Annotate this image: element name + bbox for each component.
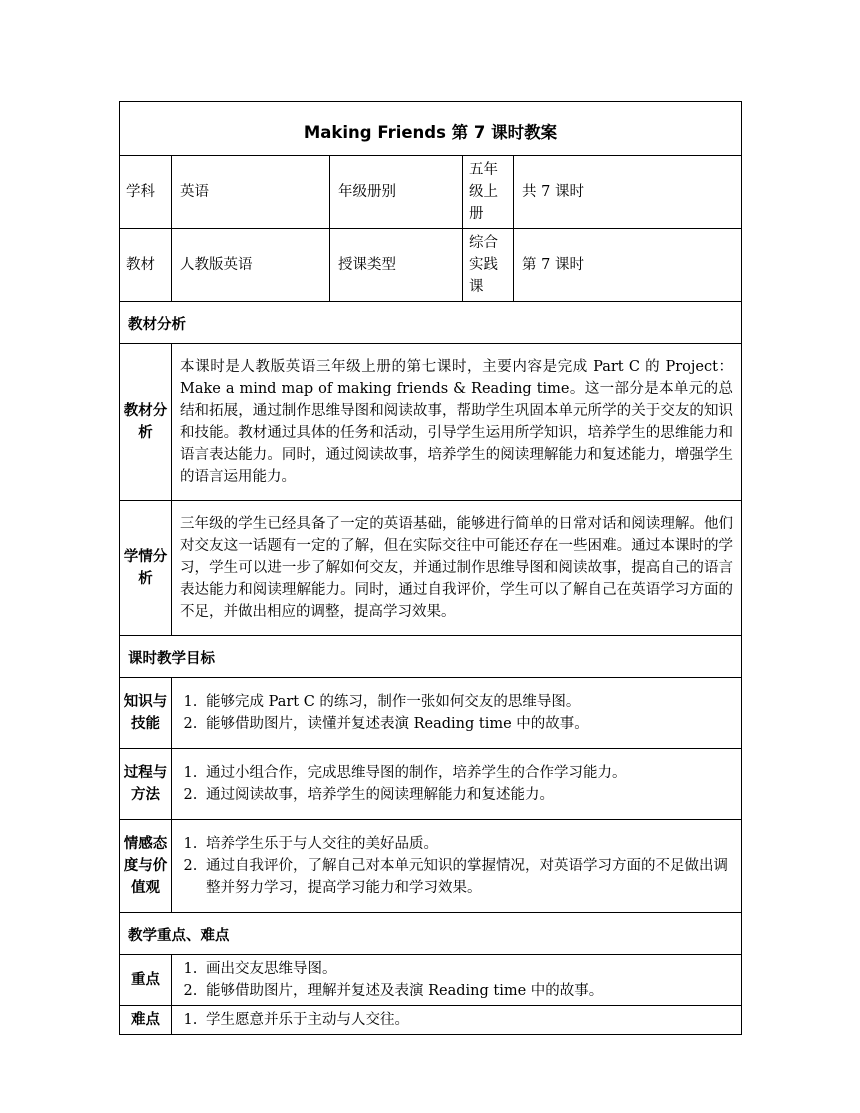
focus-cell bbox=[172, 955, 742, 1006]
grade-value: 五年级上册 bbox=[463, 156, 514, 229]
list-item: 2. 通过阅读故事，培养学生的阅读理解能力和复述能力。 bbox=[202, 784, 733, 806]
subject-label: 学科 bbox=[120, 156, 172, 229]
lesson-plan-table bbox=[119, 101, 742, 1035]
key-points-section-title: 教学重点、难点 bbox=[120, 913, 742, 955]
student-analysis-label: 学情分析 bbox=[120, 501, 172, 636]
focus-label: 重点 bbox=[120, 955, 172, 1006]
process-label: 过程与方法 bbox=[120, 749, 172, 820]
textbook-analysis-text: 本课时是人教版英语三年级上册的第七课时，主要内容是完成 Part C 的 Project：Make a mind map of making friends & Reading time。这一部分是本单元的总结和拓展，通过制作思维导图和阅读故事，帮助学生巩固本单元所学的关于交友的知识和技能。教材通过具体的任务和活动，引导学生运用所学知识，培养学生的思维能力和语言表达能力。同时，通过阅读故事，培养学生的阅读理解能力和复述能力，增强学生的语言运用能力。 bbox=[172, 344, 742, 501]
knowledge-list bbox=[180, 691, 733, 735]
type-value: 综合实践课 bbox=[463, 229, 514, 302]
textbook-analysis-label: 教材分析 bbox=[120, 344, 172, 501]
process-list bbox=[180, 762, 733, 806]
list-item: 2. 通过自我评价，了解自己对本单元知识的掌握情况，对英语学习方面的不足做出调整并努力学习，提高学习能力和学习效果。 bbox=[202, 855, 733, 899]
list-item: 1. 通过小组合作，完成思维导图的制作，培养学生的合作学习能力。 bbox=[202, 762, 733, 784]
analysis-section-title: 教材分析 bbox=[120, 302, 742, 344]
list-item: 1. 培养学生乐于与人交往的美好品质。 bbox=[202, 833, 733, 855]
document-title: Making Friends 第 7 课时教案 bbox=[120, 102, 742, 156]
difficulty-list bbox=[180, 1009, 733, 1031]
period-current: 第 7 课时 bbox=[514, 229, 742, 302]
knowledge-label: 知识与技能 bbox=[120, 678, 172, 749]
emotion-label: 情感态度与价值观 bbox=[120, 820, 172, 913]
period-total: 共 7 课时 bbox=[514, 156, 742, 229]
process-cell bbox=[172, 749, 742, 820]
grade-label: 年级册别 bbox=[330, 156, 463, 229]
subject-value: 英语 bbox=[172, 156, 330, 229]
focus-list bbox=[180, 958, 733, 1002]
list-item: 2. 能够借助图片，读懂并复述表演 Reading time 中的故事。 bbox=[202, 713, 733, 735]
list-item: 1. 能够完成 Part C 的练习，制作一张如何交友的思维导图。 bbox=[202, 691, 733, 713]
difficulty-label: 难点 bbox=[120, 1006, 172, 1035]
textbook-value: 人教版英语 bbox=[172, 229, 330, 302]
list-item: 1. 画出交友思维导图。 bbox=[202, 958, 733, 980]
textbook-label: 教材 bbox=[120, 229, 172, 302]
list-item: 1. 学生愿意并乐于主动与人交往。 bbox=[202, 1009, 733, 1031]
student-analysis-text: 三年级的学生已经具备了一定的英语基础，能够进行简单的日常对话和阅读理解。他们对交友这一话题有一定的了解，但在实际交往中可能还存在一些困难。通过本课时的学习，学生可以进一步了解如何交友，并通过制作思维导图和阅读故事，提高自己的语言表达能力和阅读理解能力。同时，通过自我评价，学生可以了解自己在英语学习方面的不足，并做出相应的调整，提高学习效果。 bbox=[172, 501, 742, 636]
emotion-list bbox=[180, 833, 733, 899]
knowledge-cell bbox=[172, 678, 742, 749]
objectives-section-title: 课时教学目标 bbox=[120, 636, 742, 678]
list-item: 2. 能够借助图片，理解并复述及表演 Reading time 中的故事。 bbox=[202, 980, 733, 1002]
emotion-cell bbox=[172, 820, 742, 913]
type-label: 授课类型 bbox=[330, 229, 463, 302]
difficulty-cell bbox=[172, 1006, 742, 1035]
